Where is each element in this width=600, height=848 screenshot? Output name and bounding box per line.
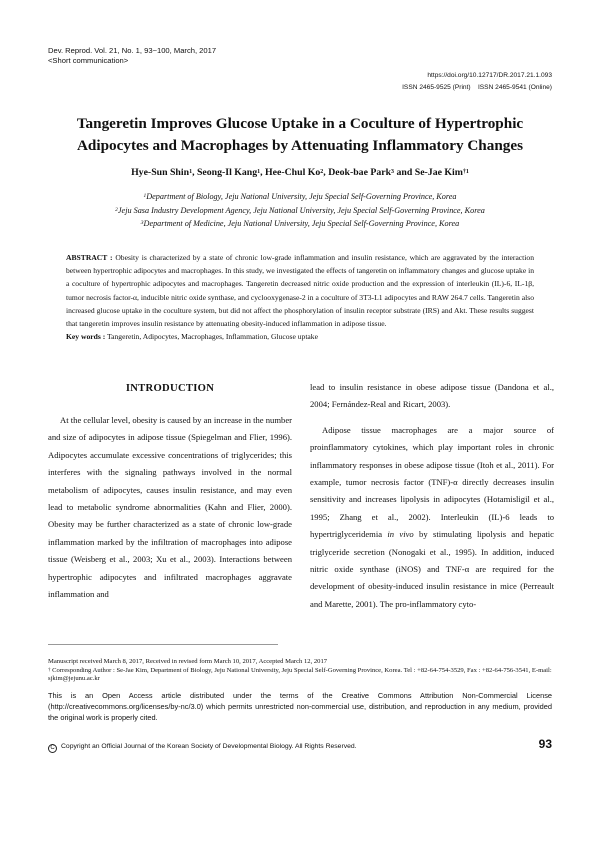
body-paragraph: Adipose tissue macrophages are a major source of proinflammatory cytokines, which play important roles in chronic inflammatory responses in obese adipose tissue (Itoh et al., 2011). For example, tumor necrosis factor (TNF)-α directly decreases insulin sensitivity and increases lipolysis in adipocytes (Hotamisligil et al., 1995; Zhang et al., 2002). Interleukin (IL)-6 leads to hypertriglyceridemia in vivo by stimulating lipolysis and hepatic triglyceride secretion (Nonogaki et al., 1995). In addition, induced nitric oxide synthase (iNOS) and TNF-α are required for the development of obesity-induced insulin resistance in mice (Perreault and Marette, 2001). The pro-inflammatory cyto- — [310, 424, 554, 609]
abstract-body — [66, 251, 534, 330]
page-number: 93 — [538, 737, 552, 751]
keywords — [66, 330, 534, 343]
author-list — [48, 167, 552, 179]
article-type: <Short communication> — [48, 56, 129, 65]
body-paragraph: At the cellular level, obesity is caused by an increase in the number and size of adipocytes in adipose tissue (Spiegelman and Flier, 1996). Adipocytes accumulate excessive concentrations of triglycerides; this interferes with the signaling pathways involved in the normal metabolism of adipocytes, causes insulin resistance, and may even lead to metabolic syndrome abnormalities (Kahn and Flier, 2000). Obesity may be further characterized as a state of chronic low-grade inflammation marked by the infiltration of macrophages into adipose tissue (Weisberg et al., 2003; Xu et al., 2003). Interactions between hypertrophic adipocytes and infiltrated macrophages aggravate inflammation and — [48, 415, 292, 600]
doi-block — [402, 70, 552, 94]
abstract-label: ABSTRACT : — [66, 253, 113, 262]
affiliation: $^3$Department of Medicine, Jeju National University, Jeju Special Self-Governing Province, Korea — [140, 219, 460, 228]
title-line-1: Tangeretin Improves Glucose Uptake in a Coculture of Hypertrophic — [76, 115, 524, 132]
issn-line: ISSN 2465-9525 (Print) ISSN 2465-9541 (Online) — [402, 84, 552, 91]
author: Hye-Sun Shin$^1$, — [131, 167, 197, 178]
title-line-2: Adipocytes and Macrophages by Attenuating Inflammatory Changes — [76, 137, 524, 154]
body-paragraph: lead to insulin resistance in obese adipose tissue (Dandona et al., 2004; Fernández-Real and Ricart, 2003). — [310, 382, 554, 410]
copyright-notice — [48, 742, 357, 753]
left-column — [48, 380, 292, 603]
corresponding-author: † Corresponding Author : Se-Jae Kim, Department of Biology, Jeju National University, Jeju Special Self-Governing Province, Korea. Tel : +82-64-754-3529, Fax : +82-64-756-3541, E-mail: sjkim@jejunu.ac.kr — [48, 666, 552, 683]
copyright-text: Copyright an Official Journal of the Korean Society of Developmental Biology. All Rights Reserved. — [61, 743, 357, 750]
footnotes — [48, 658, 552, 684]
author: Se-Jae Kim$^{\dagger 1}$ — [414, 167, 469, 178]
article-title — [48, 113, 552, 157]
journal-volume-line: Dev. Reprod. Vol. 21, No. 1, 93~100, March, 2017 — [48, 46, 217, 55]
copyright-icon: C — [48, 744, 57, 753]
abstract — [66, 251, 534, 343]
keywords-text: Tangeretin, Adipocytes, Macrophages, Inflammation, Glucose uptake — [107, 332, 318, 342]
author: Deok-bae Park$^3$ and — [328, 167, 415, 178]
author: Seong-Il Kang$^1$, — [196, 167, 266, 178]
keywords-label: Key words : — [66, 332, 106, 342]
abstract-text: Obesity is characterized by a state of chronic low-grade inflammation and insulin resistance, which are aggravated by the interaction between hypertrophic adipocytes and macrophages. In this study, we investigated the effects of tangeretin on inflammatory changes and glucose uptake in a coculture of hypertrophic adipocytes and macrophages. Tangeretin decreased nitric oxide production and the expression of interleukin (IL)-6, IL-1β, tumor necrosis factor-α, inducible nitric oxide synthase, and cyclooxygenase-2 in a coculture of 3T3-L1 adipocytes and RAW 264.7 cells. Tangeretin also increased glucose uptake in the coculture system, but did not affect the phosphorylation of insulin receptor substrate (IRS) and Akt. These results suggest that tangeretin improves insulin resistance by attenuating obesity-induced inflammation in adipose tissue. — [66, 253, 534, 329]
journal-citation — [48, 46, 216, 66]
right-column — [310, 379, 554, 613]
affiliation: $^2$Jeju Sasa Industry Development Agency, Jeju National University, Jeju Special Self-Governing Province, Korea — [115, 205, 485, 215]
affiliation: $^1$Department of Biology, Jeju National University, Jeju Special Self-Governing Province, Korea — [143, 192, 457, 201]
open-access-license: This is an Open Access article distributed under the terms of the Creative Commons Attribution Non-Commercial License (http://creativecommons.org/licenses/by-nc/3.0) which permits unrestricted non-commercial use, distribution, and reproduction in any medium, provided the original work is properly cited. — [48, 691, 552, 722]
doi-link[interactable]: https://doi.org/10.12717/DR.2017.21.1.093 — [427, 72, 552, 79]
manuscript-dates: Manuscript received March 8, 2017, Received in revised form March 10, 2017, Accepted March 12, 2017 — [48, 658, 328, 665]
section-heading: INTRODUCTION — [125, 383, 215, 394]
footnote-divider — [48, 644, 278, 645]
author: Hee-Chul Ko$^2$, — [265, 167, 329, 178]
affiliations — [48, 190, 552, 231]
